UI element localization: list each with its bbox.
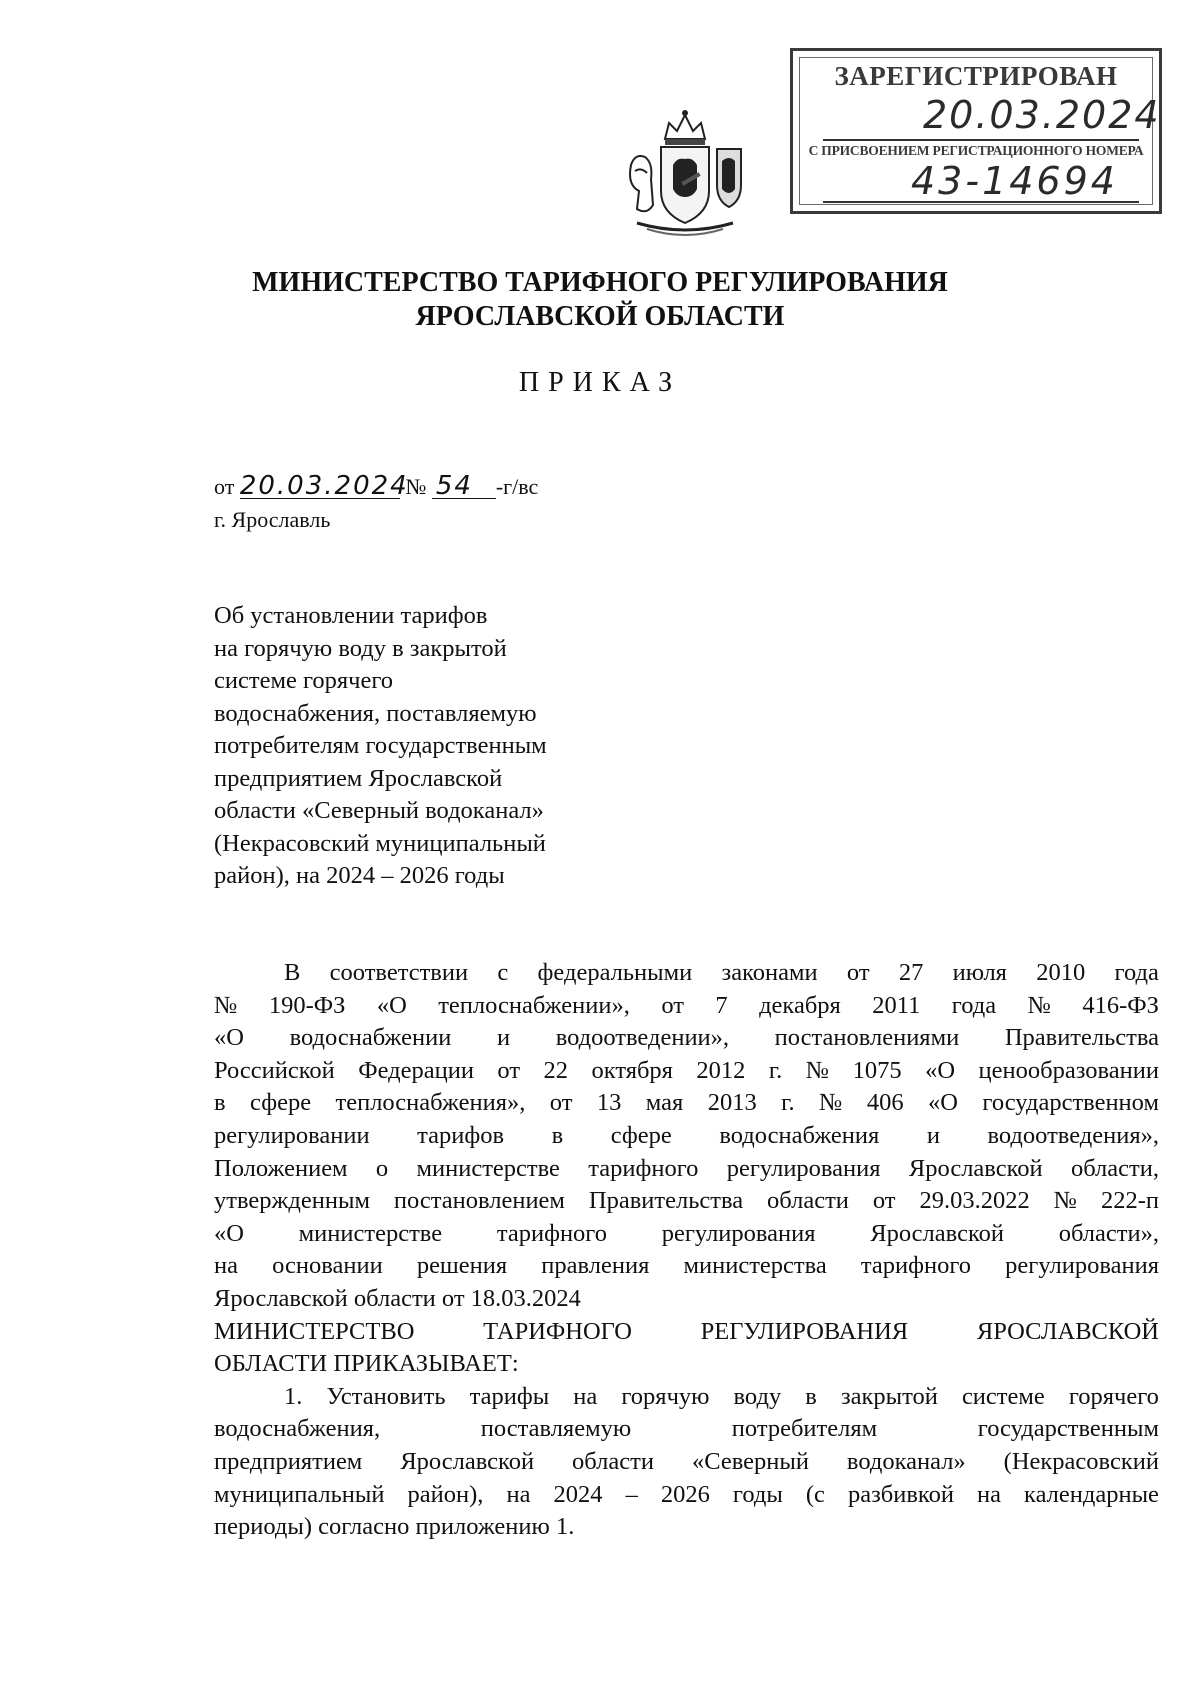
order-title: ПРИКАЗ [518, 367, 682, 398]
body-line: «О водоснабжении и водоотведении», постановлениями Правительства [214, 1024, 1159, 1052]
stamp-subtitle: С ПРИСВОЕНИЕМ РЕГИСТРАЦИОННОГО НОМЕРА [808, 143, 1144, 158]
body-line: Положением о министерстве тарифного регулирования Ярославской области, [214, 1154, 1159, 1182]
stamp-title: ЗАРЕГИСТРИРОВАН [834, 61, 1118, 91]
order-date-handwritten: 20.03.2024 [239, 471, 409, 501]
stamp-date: 20.03.2024 [923, 93, 1161, 137]
stamp-registration-number: 43-14694 [911, 159, 1118, 203]
number-label: № [405, 474, 427, 499]
registration-stamp [790, 48, 1162, 214]
ministry-name-line: МИНИСТЕРСТВО ТАРИФНОГО РЕГУЛИРОВАНИЯ [252, 267, 948, 298]
subject-line: (Некрасовский муниципальный [214, 829, 546, 857]
body-line: Российской Федерации от 22 октября 2012 г. № 1075 «О ценообразовании [214, 1056, 1159, 1084]
subject-line: системе горячего [214, 667, 394, 694]
order-number-handwritten: 54 [432, 474, 496, 499]
body-line: 1. Установить тарифы на горячую воду в закрытой системе горячего [284, 1382, 1159, 1410]
body-line: В соответствии с федеральными законами от 27 июля 2010 года [284, 959, 1159, 986]
stamp-divider [823, 139, 1139, 141]
subject-line: области «Северный водоканал» [214, 797, 544, 824]
body-line: № 190-ФЗ «О теплоснабжении», от 7 декабря 2011 года № 416-ФЗ [214, 991, 1159, 1019]
city: г. Ярославль [214, 507, 331, 532]
body-line: на основании решения правления министерства тарифного регулирования [214, 1252, 1159, 1280]
body-line: водоснабжения, поставляемую потребителям государственным [214, 1415, 1159, 1443]
subject-line: потребителям государственным [214, 732, 547, 759]
body-line: периоды) согласно приложению 1. [214, 1513, 575, 1541]
body-line: регулировании тарифов в сфере водоснабжения и водоотведения», [214, 1121, 1159, 1149]
order-subject [214, 600, 634, 893]
order-date-line [214, 471, 539, 501]
coat-of-arms-icon [617, 105, 753, 241]
from-label: от [214, 474, 235, 499]
body-line: «О министерстве тарифного регулирования Ярославской области», [214, 1219, 1159, 1247]
subject-line: Об установлении тарифов [214, 602, 488, 629]
ministry-name-line: ЯРОСЛАВСКОЙ ОБЛАСТИ [415, 301, 785, 332]
subject-line: предприятием Ярославской [214, 764, 503, 792]
body-line: в сфере теплоснабжения», от 13 мая 2013 г. № 406 «О государственном [214, 1089, 1159, 1117]
body-line: МИНИСТЕРСТВО ТАРИФНОГО РЕГУЛИРОВАНИЯ ЯРОСЛАВСКОЙ [214, 1317, 1159, 1345]
subject-line: на горячую воду в закрытой [214, 634, 507, 662]
stamp-divider [823, 201, 1139, 203]
body-line: Ярославской области от 18.03.2024 [214, 1284, 581, 1312]
body-line: утвержденным постановлением Правительства области от 29.03.2022 № 222-п [214, 1187, 1159, 1215]
subject-line: район), на 2024 – 2026 годы [214, 862, 505, 889]
order-number-suffix: -г/вс [495, 474, 539, 499]
body-line: муниципальный район), на 2024 – 2026 годы (с разбивкой на календарные [214, 1480, 1159, 1508]
body-line: предприятием Ярославской области «Северный водоканал» (Некрасовский [214, 1447, 1159, 1475]
ministry-name [0, 266, 1200, 334]
order-body [214, 957, 1159, 1544]
body-line: ОБЛАСТИ ПРИКАЗЫВАЕТ: [214, 1350, 519, 1378]
subject-line: водоснабжения, поставляемую [214, 699, 537, 727]
